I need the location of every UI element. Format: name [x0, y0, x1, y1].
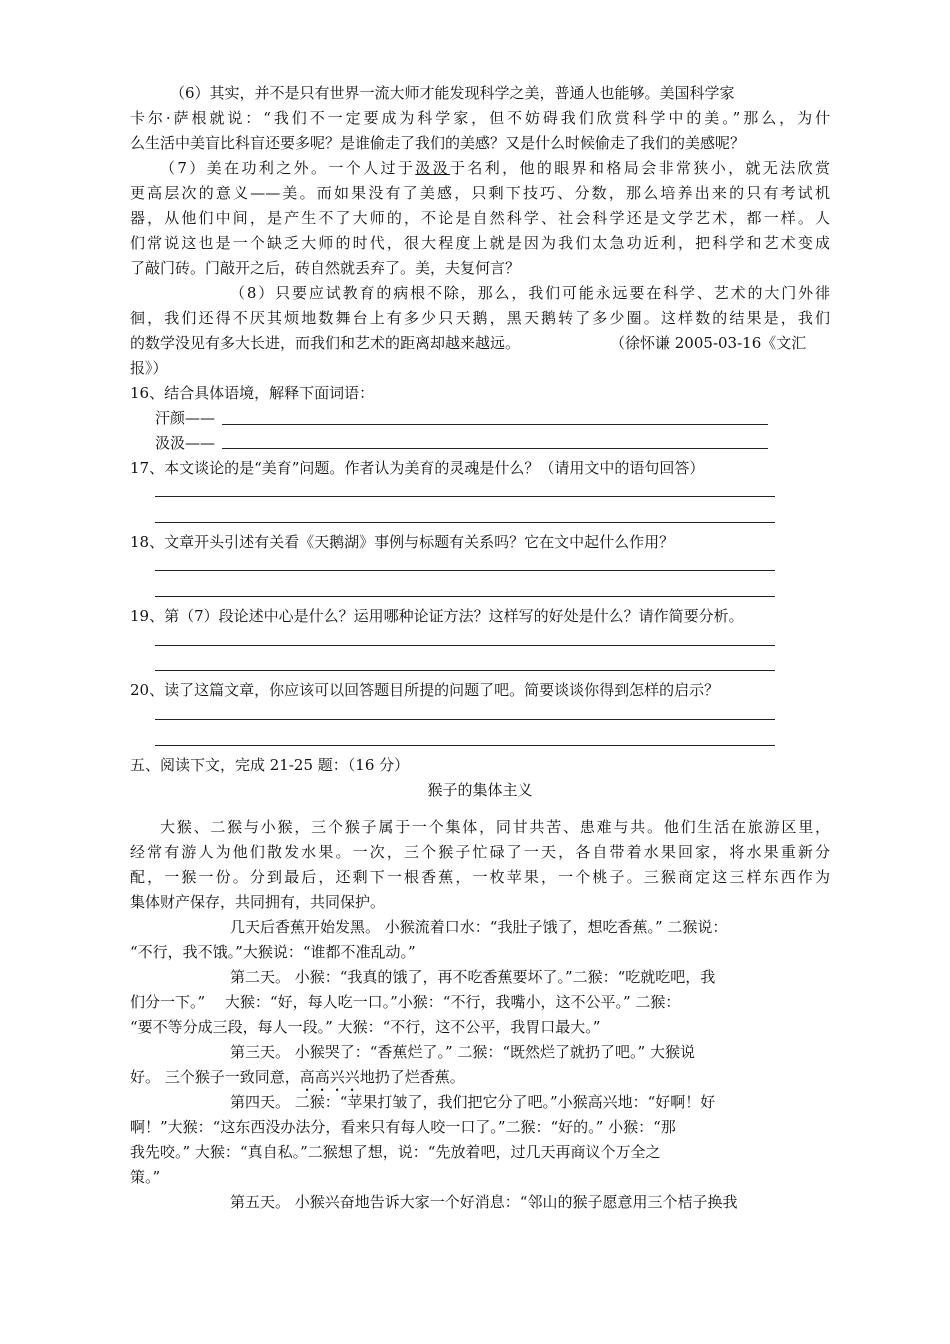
para7-line2: 更高层次的意义——美。而如果没有了美感，只剩下技巧、分数，那么培养出来的只有考试机	[130, 184, 830, 202]
story-p1-line3: 配，一猴一份。分到最后，还剩下一根香蕉，一枚苹果，一个桃子。三猴商定这三样东西作为	[130, 868, 830, 886]
para7-line3: 器，从他们中间，是产生不了大师的，不论是自然科学、社会科学还是文学艺术，都一样。人	[130, 209, 830, 227]
underlined-word-jiji: 汲汲	[415, 159, 451, 177]
para6-line3: 么生活中美盲比科盲还要多呢？是谁偷走了我们的美感？又是什么时候偷走了我们的美感呢？	[130, 134, 746, 152]
story-title: 猴子的集体主义	[427, 781, 533, 799]
answer-line[interactable]	[155, 745, 775, 746]
q16-word-jiji: 汲汲——	[155, 434, 216, 452]
question-19: 19、第（7）段论述中心是什么？运用哪种论证方法？这样写的好处是什么？请作简要分析。	[130, 607, 744, 625]
story-p5-line2: 啊！”大猴：“这东西没办法分，看来只有每人咬一口了。”二猴：“好的。” 小猴：“那	[130, 1118, 676, 1136]
para7-line4: 们常说这也是一个缺乏大师的时代，很大程度上就是因为我们太急功近利，把科学和艺术变成	[130, 234, 830, 252]
para8-line1: （8）只要应试教育的病根不除，那么，我们可能永远要在科学、艺术的大门外徘	[230, 284, 830, 302]
story-p5-line4: 策。”	[130, 1168, 161, 1186]
answer-line[interactable]	[155, 719, 775, 720]
story-p3-line1: 第二天。 小猴：“我真的饿了，再不吃香蕉要坏了。”二猴：“吃就吃吧，我	[230, 968, 716, 986]
story-p6-line1: 第五天。 小猴兴奋地告诉大家一个好消息：“邻山的猴子愿意用三个桔子换我	[230, 1193, 738, 1211]
answer-line[interactable]	[155, 670, 775, 671]
para6-line1: （6）其实，并不是只有世界一流大师才能发现科学之美，普通人也能够。美国科学家	[170, 84, 735, 102]
para7-line5: 了敲门砖。门敲开之后，砖自然就丢弃了。美，夫复何言？	[130, 259, 521, 277]
story-p1-line2: 经常有游人为他们散发水果。一次，三个猴子忙碌了一天，各自带着水果回家，将水果重新分	[130, 843, 830, 861]
question-20: 20、读了这篇文章，你应该可以回答题目所提的问题了吧。简要谈谈你得到怎样的启示？	[130, 681, 720, 699]
section-5-heading: 五、阅读下文，完成 21-25 题：（16 分）	[130, 756, 410, 774]
story-p2-line2: “不行，我不饿。”大猴说：“谁都不准乱动。”	[130, 943, 416, 961]
story-p4-line2	[130, 1065, 830, 1093]
answer-line[interactable]	[155, 570, 775, 571]
para7-line1-start: （7）美在功利之外。一个人过于	[160, 159, 416, 177]
source-citation: （徐怀谦 2005-03-16《文汇	[610, 334, 807, 352]
question-18: 18、文章开头引述有关看《天鹅湖》事例与标题有关系吗？它在文中起什么作用？	[130, 533, 675, 551]
answer-line[interactable]	[155, 645, 775, 646]
story-p5-line3: 我先咬。” 大猴：“真自私。”二猴想了想，说：“先放着吧，过几天再商议个万全之	[130, 1143, 661, 1161]
answer-line-hanyan[interactable]	[222, 424, 768, 425]
para7-line1-end: 于名利，他的眼界和格局会非常狭小，就无法欣赏	[450, 159, 830, 177]
story-p3-line3: “要不等分成三段，每人一段。” 大猴：“不行，这不公平，我胃口最大。”	[130, 1018, 601, 1036]
para8-line4: 报》）	[130, 359, 168, 377]
para8-line3-text: 的数学没见有多大长进，而我们和艺术的距离却越来越远。	[130, 334, 521, 352]
story-p4-line1: 第三天。 小猴哭了：“香蕉烂了。” 二猴：“既然烂了就扔了吧。” 大猴说	[230, 1043, 695, 1061]
story-p3-line2: 们分一下。” 大猴：“好，每人吃一口。”小猴：“不行，我嘴小，这不公平。” 二猴：	[130, 993, 681, 1011]
story-p4-line2-start: 好。 三个猴子一致同意，	[130, 1068, 300, 1086]
story-p4-line2-end: 地扔了烂香蕉。	[359, 1068, 465, 1086]
q16-word-hanyan: 汗颜——	[155, 409, 216, 427]
para6-line2: 卡尔·萨根就说：“我们不一定要成为科学家，但不妨碍我们欣赏科学中的美。”那么，为什	[130, 109, 830, 127]
emphasized-word-gaogaoxingxing: 高高兴兴	[299, 1068, 360, 1086]
question-16: 16、结合具体语境，解释下面词语：	[130, 384, 375, 402]
para7-line1	[160, 156, 830, 180]
answer-line-jiji[interactable]	[222, 448, 768, 449]
answer-line[interactable]	[155, 596, 775, 597]
question-17: 17、本文谈论的是“美育”问题。作者认为美育的灵魂是什么？（请用文中的语句回答）	[130, 459, 705, 477]
answer-line[interactable]	[155, 496, 775, 497]
para8-line2: 徊，我们还得不厌其烦地数舞台上有多少只天鹅，黑天鹅转了多少圈。这样数的结果是，我们	[130, 309, 830, 327]
story-p1-line4: 集体财产保存，共同拥有，共同保护。	[130, 893, 386, 911]
answer-line[interactable]	[155, 522, 775, 523]
story-p5-line1: 第四天。 二猴：“苹果打皱了，我们把它分了吧。”小猴高兴地：“好啊！好	[230, 1093, 716, 1111]
story-p2-line1: 几天后香蕉开始发黑。 小猴流着口水：“我肚子饿了，想吃香蕉。” 二猴说：	[230, 918, 728, 936]
story-p1-line1: 大猴、二猴与小猴，三个猴子属于一个集体，同甘共苦、患难与共。他们生活在旅游区里，	[160, 818, 830, 836]
para8-line3	[130, 331, 830, 355]
